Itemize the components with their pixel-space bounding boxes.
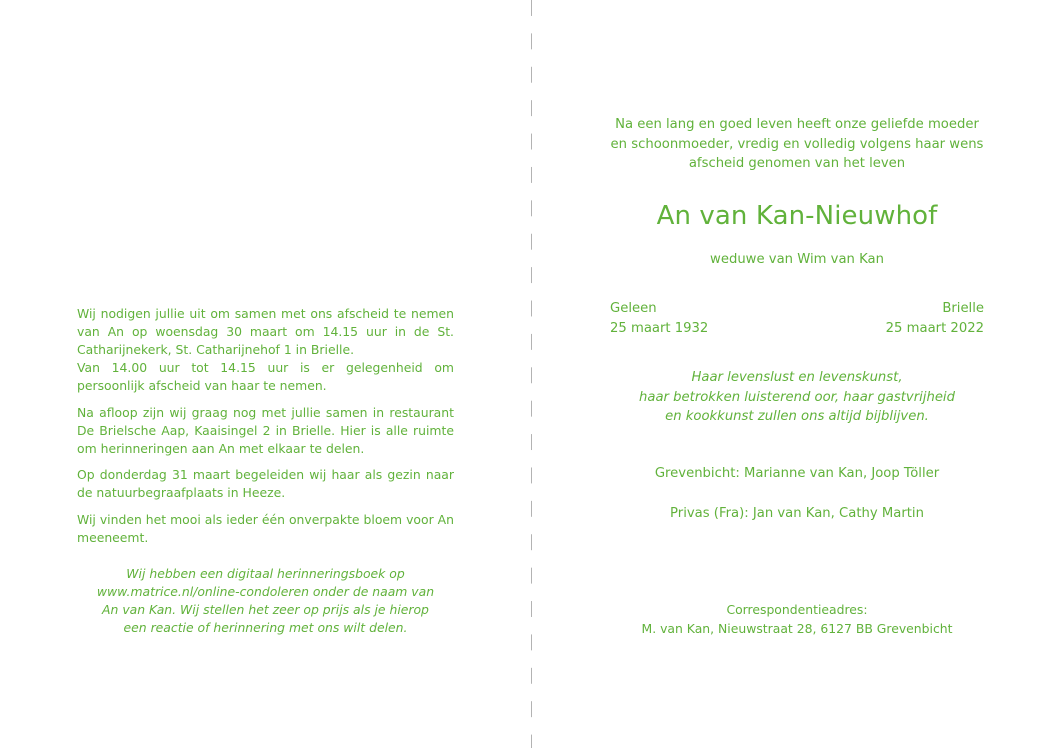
paragraph-burial: Op donderdag 31 maart begeleiden wij haar als gezin naar de natuurbegraafplaats in Heeze. <box>77 467 454 500</box>
quote-line: en kookkunst zullen ons altijd bijblijven. <box>665 409 929 424</box>
announcement-intro <box>610 115 984 174</box>
correspondence-street: M. van Kan, Nieuwstraat 28, 6127 BB Grevenbicht <box>641 621 953 636</box>
invitation-text <box>77 305 454 555</box>
family-grevenbicht: Grevenbicht: Marianne van Kan, Joop Töller <box>654 466 940 481</box>
intro-line: afscheid genomen van het leven <box>688 156 906 171</box>
paragraph-flowers: Wij vinden het mooi als ieder één onverpakte bloem voor An meeneemt. <box>77 511 454 545</box>
intro-line: en schoonmoeder, vredig en volledig volgens haar wens <box>610 136 984 152</box>
quote-line: haar betrokken luisterend oor, haar gastvrijheid <box>639 389 955 405</box>
note-line: een reactie of herinnering met ons wilt delen. <box>123 620 408 635</box>
death-info <box>886 299 984 338</box>
family-privas: Privas (Fra): Jan van Kan, Cathy Martin <box>670 506 924 521</box>
widow-of: weduwe van Wim van Kan <box>710 252 884 267</box>
note-line: Wij hebben een digitaal herinneringsboek op <box>126 566 405 581</box>
online-condolence-note <box>77 565 454 637</box>
paragraph-farewell: Van 14.00 uur tot 14.15 uur is er gelegenheid om persoonlijk afscheid van haar te nemen. <box>77 360 454 393</box>
correspondence-address <box>610 600 984 638</box>
quote-line: Haar levenslust en levenskunst, <box>691 370 903 385</box>
note-line: www.matrice.nl/online-condoleren onder de naam van <box>96 584 435 599</box>
birth-date: 25 maart 1932 <box>610 320 709 336</box>
note-line: An van Kan. Wij stellen het zeer op prijs als je hierop <box>102 602 429 617</box>
memorial-quote <box>610 368 984 427</box>
birth-place: Geleen <box>610 301 657 316</box>
correspondence-label: Correspondentieadres: <box>726 602 868 617</box>
intro-line: Na een lang en goed leven heeft onze geliefde moeder <box>615 117 979 132</box>
paragraph-ceremony: Wij nodigen jullie uit om samen met ons afscheid te nemen van An op woensdag 30 maart om 14.15 uur in de St. Catharijnekerk, St. Catharijnehof 1 in Brielle. <box>77 306 454 357</box>
deceased-name: An van Kan-Nieuwhof <box>656 201 938 231</box>
paragraph-reception: Na afloop zijn wij graag nog met jullie samen in restaurant De Brielsche Aap, Kaaisingel 2 in Brielle. Hier is alle ruimte om herinneringen aan An met elkaar te delen. <box>77 404 454 456</box>
birth-info <box>610 299 708 338</box>
death-place: Brielle <box>942 301 984 316</box>
death-date: 25 maart 2022 <box>885 320 984 336</box>
